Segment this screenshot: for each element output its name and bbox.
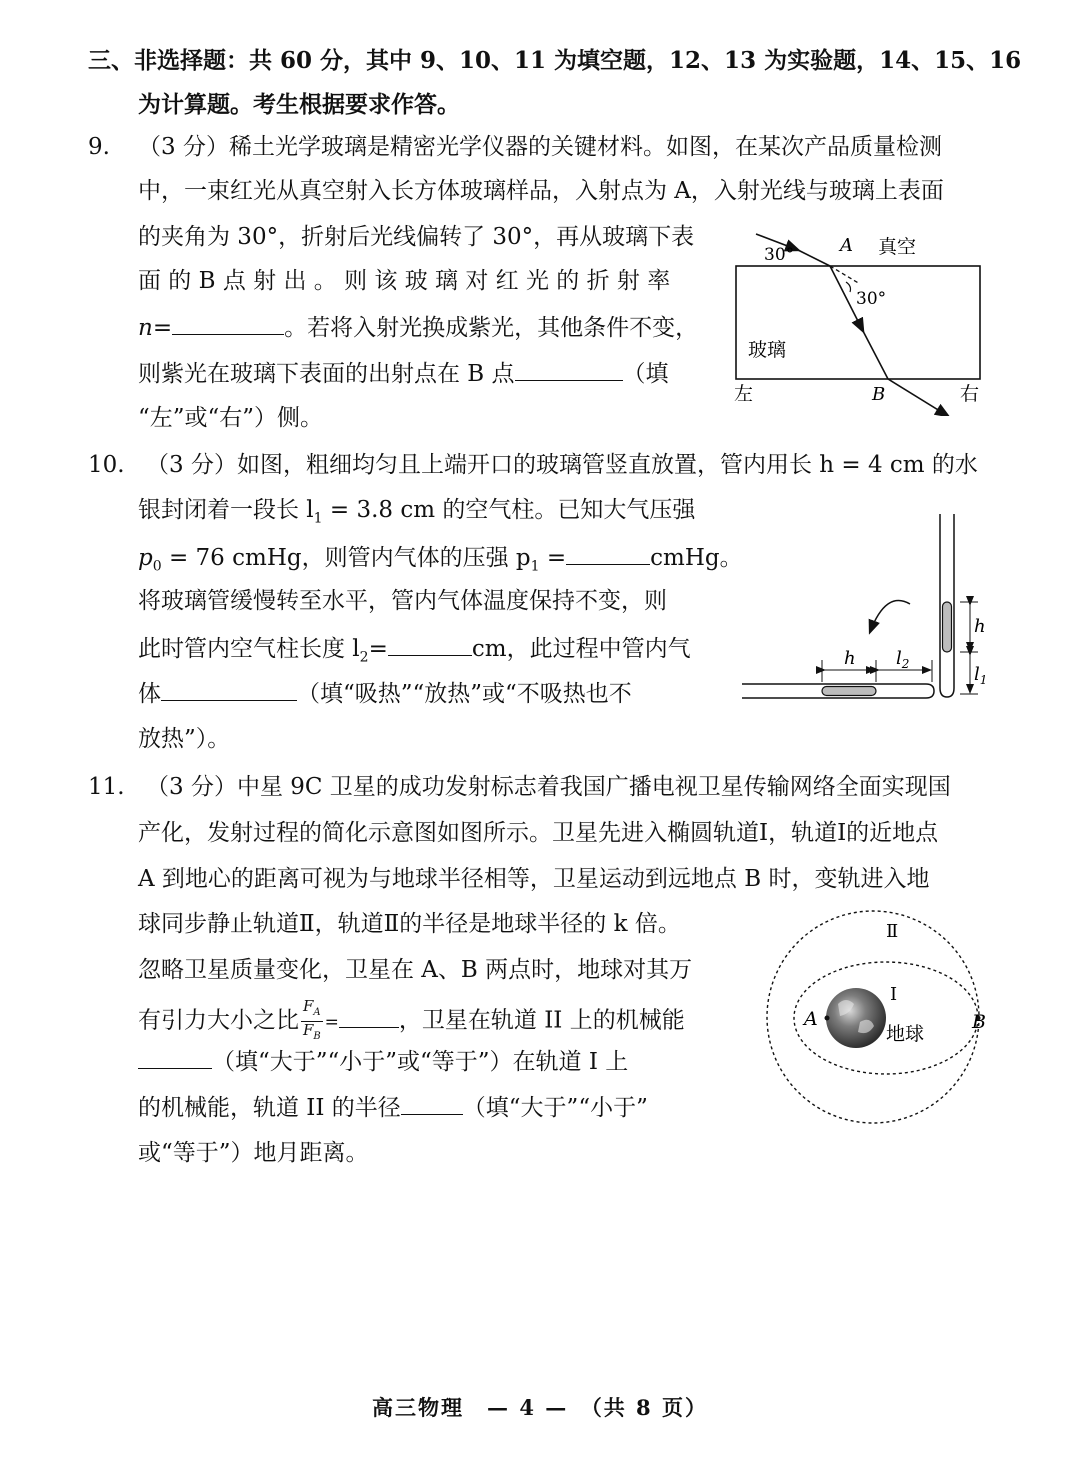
horizontal-h-label: h <box>844 648 856 669</box>
refracted-ray-end <box>863 331 888 379</box>
q10-l2-subscript: 2 <box>359 649 369 666</box>
q10-equals-2: = <box>368 636 388 662</box>
section-heading-line2: 为计算题。考生根据要求作答。 <box>138 91 460 118</box>
q11-line7 <box>138 1046 628 1077</box>
q11-blank-radius[interactable] <box>401 1092 463 1115</box>
q10-line2 <box>138 495 695 534</box>
angle-arc <box>846 282 851 292</box>
q10-blank-length[interactable] <box>388 633 472 656</box>
point-A-label: A <box>804 1008 818 1030</box>
q9-number: 9. <box>88 134 110 160</box>
q10-line3-text: = 76 cmHg，则管内气体的压强 p <box>161 545 531 571</box>
q10-line7: 放热”）。 <box>138 726 231 752</box>
q11-line2: 产化，发射过程的简化示意图如图所示。卫星先进入椭圆轨道Ⅰ，轨道Ⅰ的近地点 <box>138 820 939 846</box>
q9-line1: （3 分）稀土光学玻璃是精密光学仪器的关键材料。如图，在某次产品质量检测 <box>138 134 942 160</box>
q10-line5-text: 此时管内空气柱长度 l <box>138 636 360 662</box>
right-label: 右 <box>960 383 980 405</box>
q10-p0-symbol: p <box>138 545 153 571</box>
rotation-arrow <box>870 601 910 633</box>
vertical-mercury <box>943 602 952 652</box>
q9-line4: 面 的 B 点 射 出 。 则 该 玻 璃 对 红 光 的 折 射 率 <box>138 268 671 294</box>
orbit-I-label: Ⅰ <box>890 984 898 1005</box>
page-footer: 高三物理 — 4 — （共 8 页） <box>372 1395 708 1420</box>
q9-blank-refractive-index[interactable] <box>172 312 284 335</box>
q10-line2-rest: = 3.8 cm 的空气柱。已知大气压强 <box>322 497 696 523</box>
q10-line6-rest: （填“吸热”“放热”或“不吸热也不 <box>297 681 632 707</box>
q10-number: 10. <box>88 452 125 478</box>
q11-line7-rest: （填“大于”“小于”或“等于”）在轨道 I 上 <box>212 1049 629 1075</box>
orbit-II-label: Ⅱ <box>886 921 899 942</box>
q11-number: 11. <box>88 774 125 800</box>
q10-line6-text: 体 <box>138 681 161 707</box>
q10-p0-subscript: 0 <box>152 558 162 575</box>
earth-icon <box>826 988 886 1048</box>
q10-blank-pressure[interactable] <box>566 542 650 565</box>
point-B-label: B <box>972 1011 986 1033</box>
q9-line6-text: 则紫光在玻璃下表面的出射点在 B 点 <box>138 361 515 387</box>
q9-line6 <box>138 358 669 389</box>
q10-line2-text: 银封闭着一段长 l <box>138 497 314 523</box>
q10-line6 <box>138 678 632 709</box>
q11-blank-energy[interactable] <box>138 1046 212 1069</box>
q11-line6-rest: ，卫星在轨道 II 上的机械能 <box>398 1007 685 1034</box>
q10-line3 <box>138 542 743 582</box>
q10-equals: = <box>539 545 567 571</box>
q11-line1: （3 分）中星 9C 卫星的成功发射标志着我国广播电视卫星传输网络全面实现国 <box>146 774 951 800</box>
q9-line2: 中，一束红光从真空射入长方体玻璃样品，入射点为 A，入射光线与玻璃上表面 <box>138 178 944 204</box>
q11-line9: 或“等于”）地月距离。 <box>138 1140 369 1166</box>
q10-line5-rest: cm，此过程中管内气 <box>471 636 691 662</box>
q11-line8 <box>138 1092 648 1123</box>
q9-refraction-diagram <box>728 226 990 416</box>
q9-line6-rest: （填 <box>622 361 669 387</box>
q10-l1-subscript: 1 <box>313 510 323 527</box>
q11-equals: = <box>324 1012 339 1033</box>
q9-blank-exit-side[interactable] <box>515 358 623 381</box>
exit-ray <box>888 379 948 416</box>
q10-unit-cmhg: cmHg。 <box>650 545 743 571</box>
vacuum-label: 真空 <box>878 236 917 258</box>
point-B-label: B <box>872 384 886 405</box>
q9-line5 <box>138 312 698 343</box>
q11-line8-text: 的机械能，轨道 II 的半径 <box>138 1095 401 1121</box>
q9-line3: 的夹角为 30°，折射后光线偏转了 30°，再从玻璃下表 <box>138 224 695 250</box>
q9-line7: “左”或“右”）侧。 <box>138 405 324 431</box>
incident-ray-end <box>798 250 830 266</box>
q11-line6-text: 有引力大小之比 <box>138 1007 299 1034</box>
q11-line5: 忽略卫星质量变化，卫星在 A、B 两点时，地球对其万 <box>138 957 693 983</box>
point-A-dot <box>825 1016 830 1021</box>
glass-label: 玻璃 <box>748 339 787 361</box>
point-A-label: A <box>840 235 853 256</box>
q10-glass-tube-diagram <box>738 508 1000 708</box>
angle-label-top: 30° <box>764 245 795 265</box>
left-label: 左 <box>734 383 754 405</box>
q10-p1-subscript: 1 <box>530 558 540 575</box>
vertical-l1-label: $l_1$ <box>974 664 988 687</box>
q10-line4: 将玻璃管缓慢转至水平，管内气体温度保持不变，则 <box>138 588 667 614</box>
q11-line6 <box>138 998 685 1045</box>
horizontal-l2-label: $l_2$ <box>896 648 910 671</box>
q11-line8-rest: （填“大于”“小于” <box>462 1095 648 1121</box>
q10-line1: （3 分）如图，粗细均匀且上端开口的玻璃管竖直放置，管内用长 h = 4 cm 的水 <box>146 452 978 478</box>
vertical-h-label: h <box>974 616 986 637</box>
q9-n-label: n= <box>138 315 173 341</box>
q9-line5-rest: 。若将入射光换成紫光，其他条件不变， <box>284 315 699 341</box>
section-heading-line1: 三、非选择题：共 60 分，其中 9、10、11 为填空题，12、13 为实验题，14、15、16 <box>88 47 1022 74</box>
earth-label: 地球 <box>886 1023 925 1045</box>
q10-blank-heat[interactable] <box>161 678 297 701</box>
horizontal-mercury <box>822 687 876 696</box>
q10-line5 <box>138 633 691 673</box>
angle-label-inner: 30° <box>856 289 887 309</box>
q11-force-ratio-fraction: $\frac{F_A}{F_B}$ <box>302 997 321 1042</box>
q11-line3: A 到地心的距离可视为与地球半径相等，卫星运动到远地点 B 时，变轨进入地 <box>138 866 930 892</box>
q11-blank-force-ratio[interactable] <box>339 1005 399 1028</box>
q11-orbit-diagram <box>740 904 1002 1130</box>
q11-line4: 球同步静止轨道Ⅱ，轨道Ⅱ的半径是地球半径的 k 倍。 <box>138 911 681 937</box>
